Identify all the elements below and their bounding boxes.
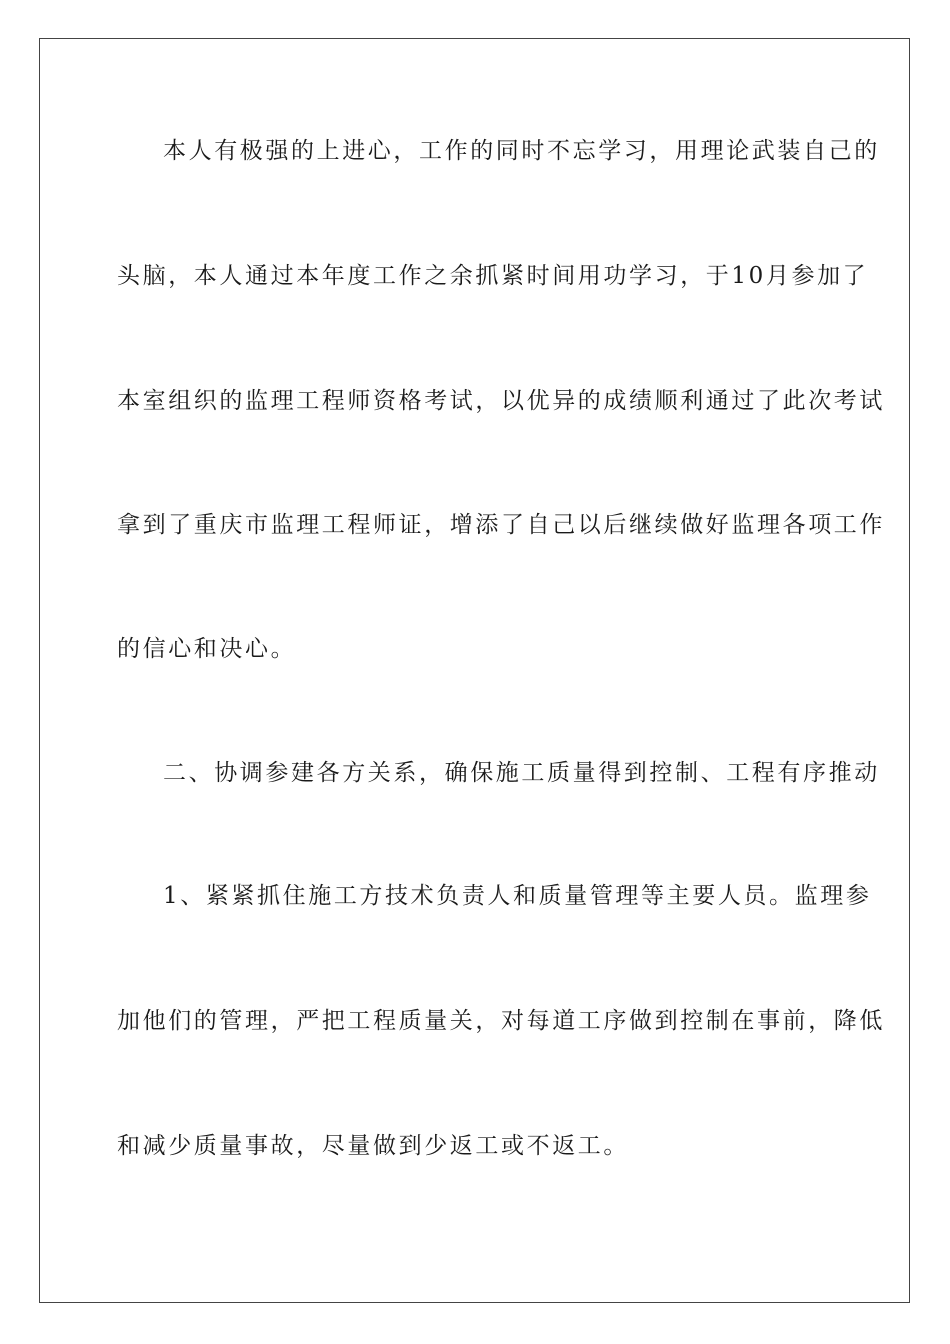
- paragraph-2-line-2: 加他们的管理，严把工程质量关，对每道工序做到控制在事前，降低: [117, 1008, 885, 1034]
- paragraph-1-line-5: 的信心和决心。: [117, 636, 297, 662]
- paragraph-1-line-4: 拿到了重庆市监理工程师证，增添了自己以后继续做好监理各项工作: [117, 512, 885, 538]
- paragraph-1-line-2: 头脑，本人通过本年度工作之余抓紧时间用功学习，于10月参加了: [117, 263, 869, 289]
- page-border: [39, 38, 910, 1303]
- paragraph-2-line-3: 和减少质量事故，尽量做到少返工或不返工。: [117, 1133, 629, 1159]
- paragraph-2-line-1: 1、紧紧抓住施工方技术负责人和质量管理等主要人员。监理参: [163, 883, 872, 909]
- section-heading: 二、协调参建各方关系，确保施工质量得到控制、工程有序推动: [163, 760, 880, 786]
- paragraph-1-line-3: 本室组织的监理工程师资格考试，以优异的成绩顺利通过了此次考试: [117, 388, 885, 414]
- paragraph-1-line-1: 本人有极强的上进心，工作的同时不忘学习，用理论武装自己的: [163, 138, 880, 164]
